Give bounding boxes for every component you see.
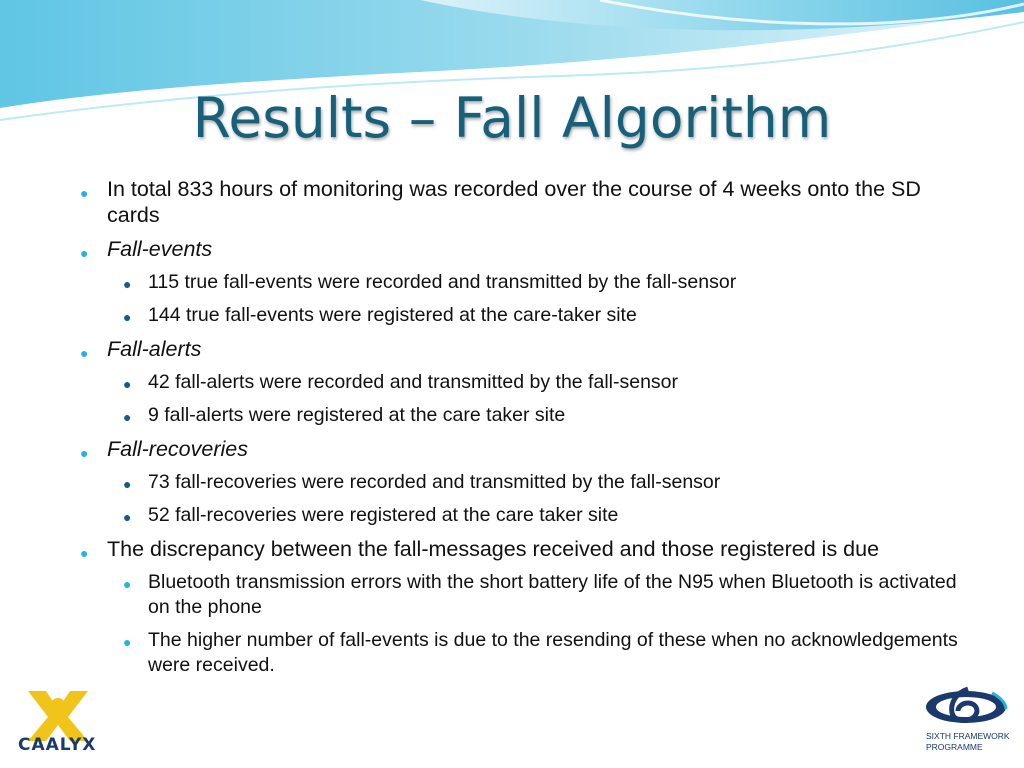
bullet-icon: ●	[123, 376, 132, 392]
fp6-logo-text: SIXTH FRAMEWORK PROGRAMME	[926, 731, 1010, 752]
fp6-logo-icon	[922, 683, 1010, 727]
bullet-text: The discrepancy between the fall-messages received and those registered is due	[107, 537, 880, 561]
bullet-item	[76, 436, 976, 462]
sub-bullet-item	[76, 570, 976, 620]
bullet-text: 42 fall-alerts were recorded and transmitted by the fall-sensor	[148, 371, 679, 393]
bullet-item	[76, 236, 976, 262]
bullet-text: 144 true fall-events were registered at the care-taker site	[148, 304, 637, 326]
bullet-text: 9 fall-alerts were registered at the care taker site	[148, 404, 566, 426]
slide-title: Results – Fall Algorithm	[192, 86, 832, 150]
bullet-text: Fall-events	[107, 237, 213, 261]
bullet-icon: ●	[80, 185, 89, 201]
bullet-icon: ●	[123, 634, 132, 650]
sub-bullet-item	[76, 270, 976, 295]
sub-bullet-item	[76, 470, 976, 495]
bullet-icon: ●	[80, 545, 89, 561]
bullet-icon: ●	[123, 476, 132, 492]
bullet-text: Fall-alerts	[107, 337, 202, 361]
bullet-icon: ●	[80, 445, 89, 461]
bullet-item	[76, 176, 976, 228]
sub-bullet-item	[76, 370, 976, 395]
sub-bullet-item	[76, 628, 976, 678]
bullet-item	[76, 536, 976, 562]
bullet-icon: ●	[123, 309, 132, 325]
bullet-list	[76, 176, 976, 686]
bullet-icon: ●	[80, 345, 89, 361]
bullet-icon: ●	[123, 409, 132, 425]
bullet-text: Bluetooth transmission errors with the short battery life of the N95 when Bluetooth is activated on the phone	[148, 571, 957, 618]
sub-bullet-item	[76, 403, 976, 428]
bullet-text: In total 833 hours of monitoring was recorded over the course of 4 weeks onto the SD cards	[107, 177, 921, 227]
caalyx-logo-text: CAALYX	[18, 735, 97, 755]
bullet-item	[76, 336, 976, 362]
bullet-icon: ●	[123, 276, 132, 292]
bullet-icon: ●	[123, 576, 132, 592]
bullet-text: 73 fall-recoveries were recorded and transmitted by the fall-sensor	[148, 471, 721, 493]
bullet-text: 52 fall-recoveries were registered at the care taker site	[148, 504, 619, 526]
bullet-text: The higher number of fall-events is due to the resending of these when no acknowledgements were received.	[148, 629, 958, 676]
bullet-text: 115 true fall-events were recorded and transmitted by the fall-sensor	[148, 271, 737, 293]
bullet-icon: ●	[123, 509, 132, 525]
bullet-icon: ●	[80, 245, 89, 261]
sub-bullet-item	[76, 503, 976, 528]
sub-bullet-item	[76, 303, 976, 328]
bullet-text: Fall-recoveries	[107, 437, 248, 461]
